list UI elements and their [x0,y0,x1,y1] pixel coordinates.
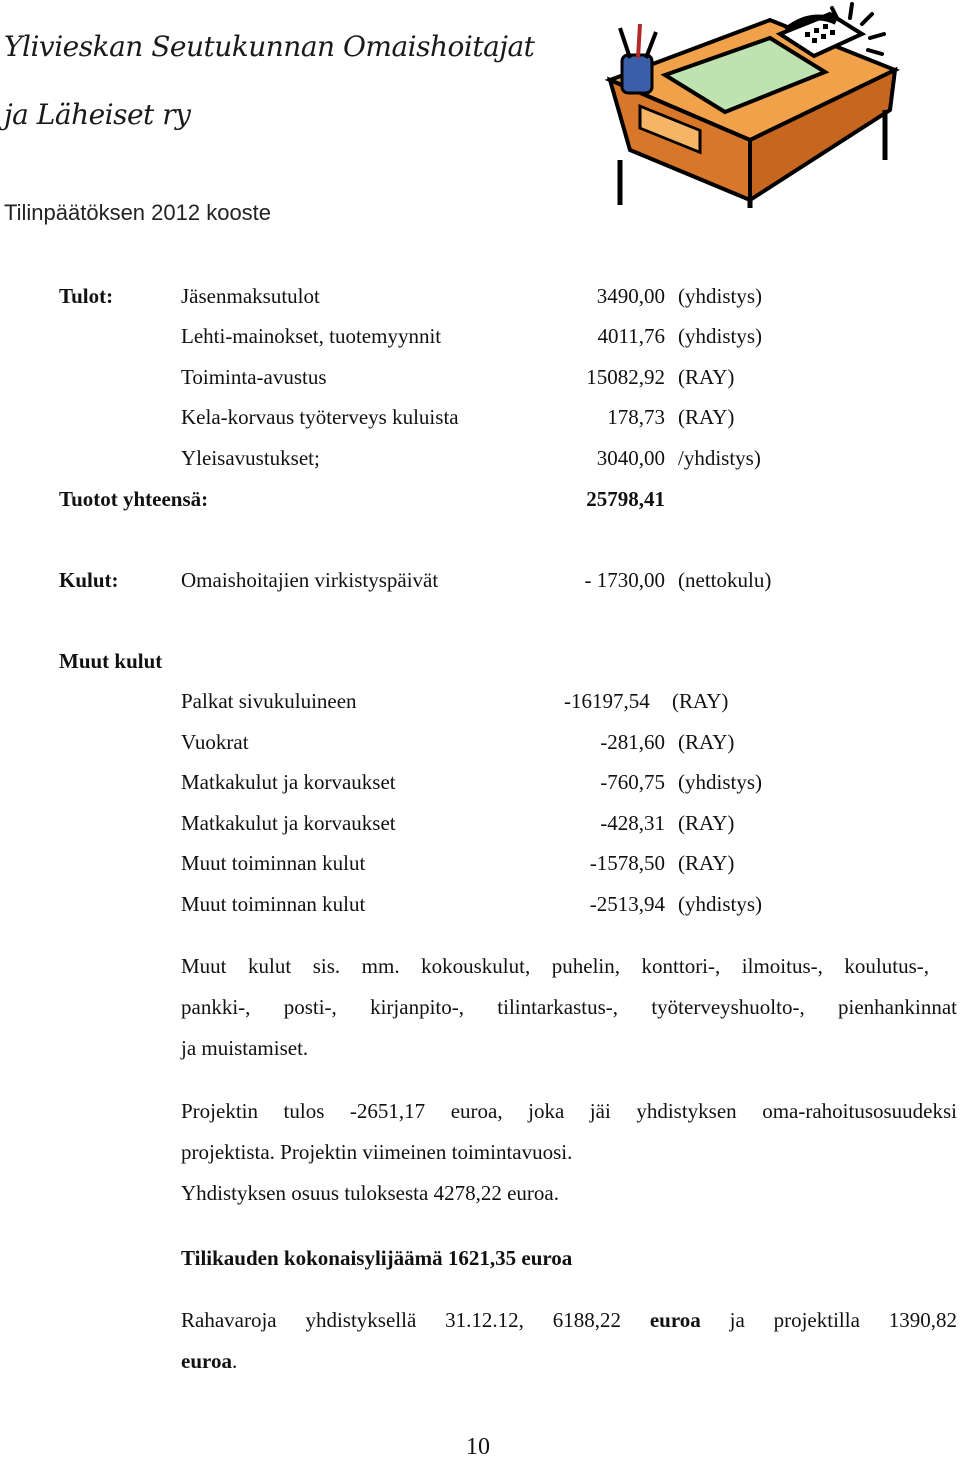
funds-text: ja projektilla 1390,82 [729,1308,958,1332]
income-row-amount: 3490,00 [596,284,665,308]
funds-text: Rahavaroja yhdistyksellä 31.12.12, 6188,22 [181,1308,621,1332]
other-cost-row-source: (RAY) [678,730,735,754]
note-line: Yhdistyksen osuus tuloksesta 4278,22 euroa. [181,1181,559,1205]
expense-row-amount: - 1730,00 [584,568,665,592]
income-row-source: (yhdistys) [678,284,762,308]
other-cost-row-amount: -281,60 [600,730,665,754]
note-line: pankki-, posti-, kirjanpito-, tilintarkastus-, työterveyshuolto-, pienhankinnat [181,995,957,1019]
income-row-name: Jäsenmaksutulot [181,284,320,308]
income-total-amount: 25798,41 [586,487,665,511]
note-line [181,1300,957,1341]
other-cost-row-name: Vuokrat [181,730,249,754]
income-row-name: Kela-korvaus työterveys kuluista [181,405,459,429]
other-cost-row-name: Matkakulut ja korvaukset [181,770,396,794]
other-cost-row-source: (yhdistys) [678,892,762,916]
funds-currency: euroa [181,1349,232,1373]
expense-row-source: (nettokulu) [678,568,772,592]
other-cost-row-amount: -1578,50 [589,851,665,875]
project-result-note [181,1091,957,1214]
income-row-amount: 3040,00 [596,446,665,470]
note-line: projektista. Projektin viimeinen toimintavuosi. [181,1140,573,1164]
page-title: Tilinpäätöksen 2012 kooste [4,200,272,225]
total-surplus: Tilikauden kokonaisylijäämä 1621,35 euroa [181,1246,573,1270]
income-row-source: (RAY) [678,405,735,429]
funds-period: . [231,1349,238,1373]
page-number: 10 [466,1434,490,1460]
other-cost-row-source: (RAY) [678,811,735,835]
other-costs-label: Muut kulut [59,649,163,673]
other-cost-row-amount: -16197,54 [564,689,650,713]
income-row-source: (RAY) [678,365,735,389]
expense-row-name: Omaishoitajien virkistyspäivät [181,568,439,592]
office-desk-clipart-icon [600,0,900,210]
other-cost-row-amount: -428,31 [600,811,665,835]
note-line: Projektin tulos -2651,17 euroa, joka jäi yhdistyksen oma-rahoitusosuudeksi [181,1099,957,1123]
note-line: Muut kulut sis. mm. kokouskulut, puhelin, konttori-, ilmoitus-, koulutus-, [181,954,929,978]
income-row-amount: 4011,76 [597,324,665,348]
funds-note [181,1300,957,1382]
other-cost-row-name: Muut toiminnan kulut [181,892,366,916]
income-total-label: Tuotot yhteensä: [59,487,209,511]
note-line [181,1341,957,1382]
other-cost-row-amount: -2513,94 [589,892,665,916]
other-costs-note [181,946,957,1069]
income-row-name: Toiminta-avustus [181,365,327,389]
other-cost-row-source: (yhdistys) [678,770,762,794]
other-cost-row-name: Muut toiminnan kulut [181,851,366,875]
organization-name-line-1: Ylivieskan Seutukunnan Omaishoitajat [4,30,535,63]
income-row-name: Lehti-mainokset, tuotemyynnit [181,324,442,348]
income-row-source: /yhdistys) [678,446,761,470]
organization-name-line-2: ja Läheiset ry [4,98,191,131]
other-cost-row-amount: -760,75 [600,770,665,794]
income-row-source: (yhdistys) [678,324,762,348]
income-row-amount: 178,73 [607,405,665,429]
other-cost-row-source: (RAY) [672,689,729,713]
income-label: Tulot: [59,284,114,308]
income-row-name: Yleisavustukset; [181,446,320,470]
expenses-label: Kulut: [59,568,119,592]
other-cost-row-name: Palkat sivukuluineen [181,689,357,713]
other-cost-row-source: (RAY) [678,851,735,875]
funds-currency: euroa [649,1308,701,1332]
note-line: ja muistamiset. [181,1036,309,1060]
income-row-amount: 15082,92 [586,365,665,389]
other-cost-row-name: Matkakulut ja korvaukset [181,811,396,835]
